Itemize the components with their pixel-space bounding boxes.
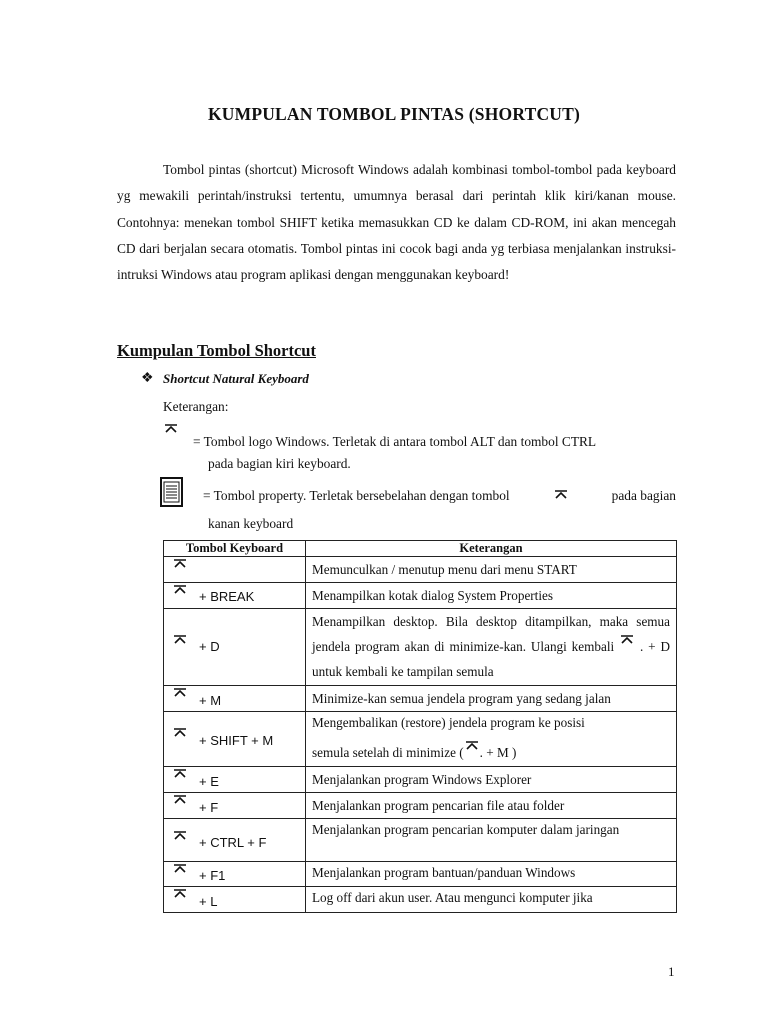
windows-logo-key-icon (173, 889, 187, 899)
key-cell (164, 557, 306, 583)
table-row (164, 557, 677, 583)
windows-logo-key-icon (173, 831, 187, 841)
desc-text: Mengembalikan (restore) jendela program ke posisi (312, 715, 585, 730)
table-row (164, 609, 677, 686)
def-property-part1: = Tombol property. Terletak bersebelahan dengan tombol (203, 488, 510, 503)
def-windows-logo-key: = Tombol logo Windows. Terletak di antara tombol ALT dan tombol CTRL (193, 434, 597, 449)
windows-logo-key-icon (173, 864, 187, 874)
intro-paragraph: Tombol pintas (shortcut) Microsoft Windows adalah kombinasi tombol-tombol pada keyboard yg mewakili perintah/instruksi tertentu, umumnya berasal dari perintah klik kiri/kanan mouse. Contohnya: menekan tombol SHIFT ketika memasukkan CD ke dalam CD-ROM, ini akan mencegah CD dari berjalan secara otomatis. Tombol pintas ini cocok bagi anda yg terbiasa menjalankan instruksi-intruksi Windows atau program aplikasi dengan menggunakan keyboard! (117, 162, 676, 283)
def-windows-logo-key-cont: pada bagian kiri keyboard. (208, 456, 351, 471)
desc-text: . + D untuk kembali ke tampilan semula (312, 639, 671, 679)
key-combo: + F1 (199, 868, 226, 883)
desc-cell (306, 712, 677, 767)
keterangan-label: Keterangan: (163, 399, 229, 414)
key-combo: + SHIFT + M (199, 733, 274, 748)
key-combo: + F (199, 800, 219, 815)
table-row (164, 686, 677, 712)
key-cell (164, 609, 306, 686)
desc-text: semula setelah di minimize ( (312, 745, 464, 760)
table-row (164, 819, 677, 862)
key-combo: + D (199, 639, 220, 654)
property-key-icon (160, 477, 184, 507)
key-combo: + L (199, 894, 218, 909)
key-cell (164, 767, 306, 793)
section-heading: Kumpulan Tombol Shortcut (117, 341, 316, 360)
table-row (164, 583, 677, 609)
windows-logo-key-icon (164, 424, 178, 434)
def-property-key-cont: kanan keyboard (208, 516, 294, 531)
page-title: KUMPULAN TOMBOL PINTAS (SHORTCUT) (207, 104, 581, 124)
desc-cell (306, 609, 677, 686)
header-keterangan: Keterangan (306, 541, 677, 557)
table-row (164, 793, 677, 819)
desc-cell: Menjalankan program Windows Explorer (306, 767, 677, 793)
table-row (164, 887, 677, 913)
windows-logo-key-icon (173, 688, 187, 698)
key-cell (164, 686, 306, 712)
desc-cell: Minimize-kan semua jendela program yang sedang jalan (306, 686, 677, 712)
desc-text: . + M ) (479, 745, 517, 760)
key-cell (164, 862, 306, 887)
key-combo: + E (199, 774, 219, 789)
windows-logo-key-icon (173, 585, 187, 595)
key-combo: + CTRL + F (199, 835, 267, 850)
key-cell (164, 583, 306, 609)
bullet-diamond-icon: ❖ (141, 371, 154, 386)
desc-cell: Menjalankan program bantuan/panduan Windows (306, 862, 677, 887)
windows-logo-key-icon (554, 490, 568, 500)
table-row (164, 767, 677, 793)
bullet-label: Shortcut Natural Keyboard (163, 371, 309, 386)
windows-logo-key-icon (620, 635, 634, 645)
desc-cell: Menjalankan program pencarian file atau folder (306, 793, 677, 819)
key-combo: + M (199, 693, 222, 708)
header-tombol-keyboard: Tombol Keyboard (164, 541, 306, 557)
windows-logo-key-icon (173, 559, 187, 569)
table-row (164, 712, 677, 767)
key-cell (164, 712, 306, 767)
page-number: 1 (668, 964, 675, 979)
key-cell (164, 887, 306, 913)
windows-logo-key-icon (465, 741, 479, 751)
windows-logo-key-icon (173, 635, 187, 645)
table-header-row (164, 541, 677, 557)
windows-logo-key-icon (173, 769, 187, 779)
shortcut-table (163, 540, 677, 913)
table-row (164, 862, 677, 887)
key-cell (164, 793, 306, 819)
desc-text: Menampilkan desktop. Bila desktop ditampilkan, maka semua jendela program akan di minimize-kan. Ulangi kembali (312, 614, 670, 654)
desc-cell: Memunculkan / menutup menu dari menu START (306, 557, 677, 583)
desc-cell: Menjalankan program pencarian komputer dalam jaringan (306, 819, 677, 862)
windows-logo-key-icon (173, 728, 187, 738)
key-combo: + BREAK (199, 589, 255, 604)
def-property-part2: pada bagian (611, 488, 676, 503)
windows-logo-key-icon (173, 795, 187, 805)
key-cell (164, 819, 306, 862)
desc-cell: Log off dari akun user. Atau mengunci komputer jika (306, 887, 677, 913)
def-property-key (203, 488, 676, 504)
desc-cell: Menampilkan kotak dialog System Properties (306, 583, 677, 609)
